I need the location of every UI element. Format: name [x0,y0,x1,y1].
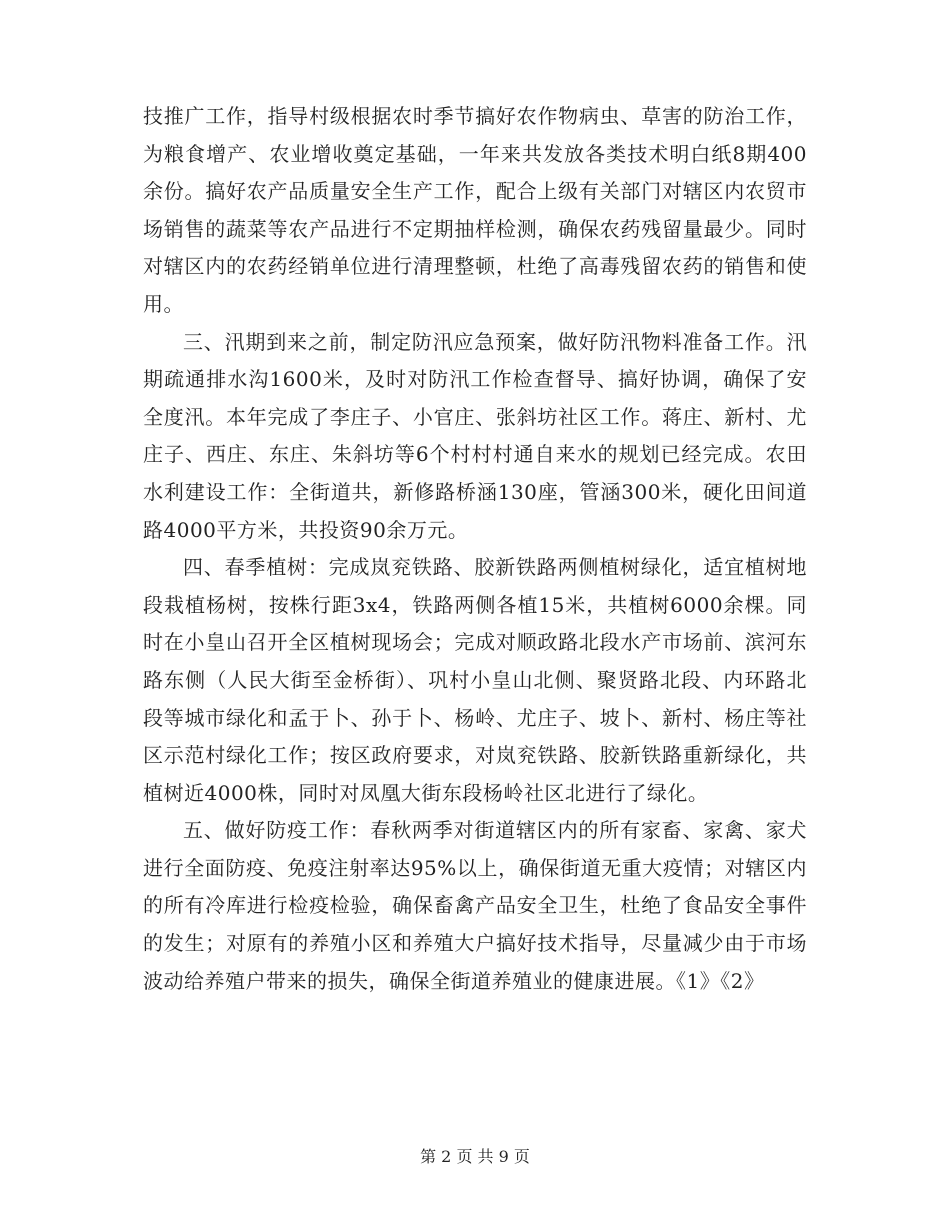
paragraph-spring-planting: 四、春季植树：完成岚兖铁路、胶新铁路两侧植树绿化，适宜植树地段栽植杨树，按株行距3x4，铁路两侧各植15米，共植树6000余棵。同时在小皇山召开全区植树现场会；完成对顺政路北段水产市场前、滨河东路东侧（人民大街至金桥街）、巩村小皇山北侧、聚贤路北段、内环路北段等城市绿化和孟于卜、孙于卜、杨岭、尤庄子、坡卜、新村、杨庄等社区示范村绿化工作；按区政府要求，对岚兖铁路、胶新铁路重新绿化，共植树近4000株，同时对凤凰大街东段杨岭社区北进行了绿化。 [143,555,807,805]
page-number-label: 第 2 页 共 9 页 [420,1147,530,1166]
paragraph-continuation: 技推广工作，指导村级根据农时季节搞好农作物病虫、草害的防治工作，为粮食增产、农业增收奠定基础，一年来共发放各类技术明白纸8期400余份。搞好农产品质量安全生产工作，配合上级有关部门对辖区内农贸市场销售的蔬菜等农产品进行不定期抽样检测，确保农药残留量最少。同时对辖区内的农药经销单位进行清理整顿，杜绝了高毒残留农药的销售和使用。 [143,104,807,316]
page-footer [0,1146,950,1168]
document-body [143,98,807,1000]
paragraph-flood-control: 三、汛期到来之前，制定防汛应急预案，做好防汛物料准备工作。汛期疏通排水沟1600米，及时对防汛工作检查督导、搞好协调，确保了安全度汛。本年完成了李庄子、小官庄、张斜坊社区工作。蒋庄、新村、尤庄子、西庄、东庄、朱斜坊等6个村村村通自来水的规划已经完成。农田水利建设工作：全街道共，新修路桥涵130座，管涵300米，硬化田间道路4000平方米，共投资90余万元。 [143,329,807,542]
paragraph-epidemic-prevention: 五、做好防疫工作：春秋两季对街道辖区内的所有家畜、家禽、家犬进行全面防疫、免疫注射率达95%以上，确保街道无重大疫情；对辖区内的所有冷库进行检疫检验，确保畜禽产品安全卫生，杜绝了食品安全事件的发生；对原有的养殖小区和养殖大户搞好技术指导，尽量减少由于市场波动给养殖户带来的损失，确保全街道养殖业的健康进展。《1》《2》 [143,818,807,993]
